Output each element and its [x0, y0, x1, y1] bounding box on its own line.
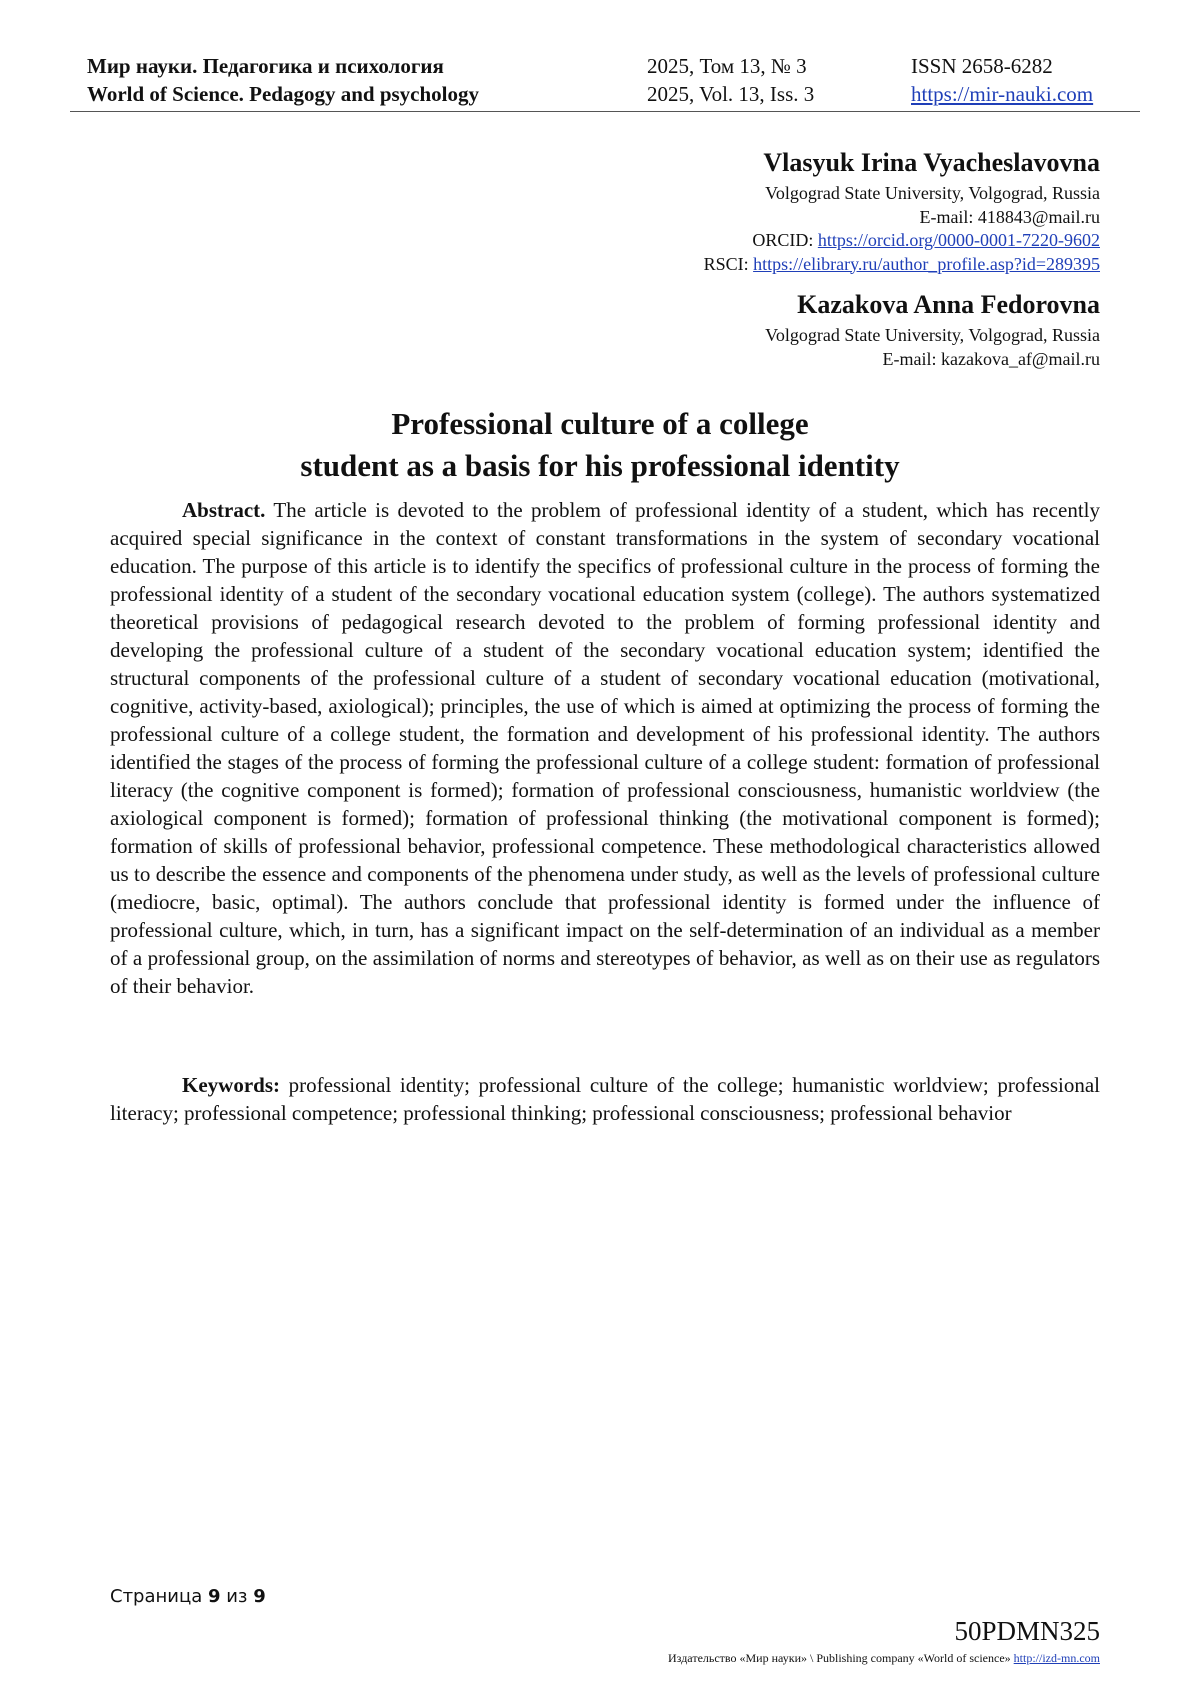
header-divider	[70, 111, 1140, 112]
article-code: 50PDMN325	[954, 1616, 1100, 1646]
journal-name-ru: Мир науки. Педагогика и психология	[87, 54, 444, 78]
journal-website-link[interactable]: https://mir-nauki.com	[911, 82, 1094, 106]
keywords-label: Keywords:	[182, 1073, 280, 1097]
title-line-2: student as a basis for his professional identity	[300, 448, 900, 483]
page-number	[110, 1586, 266, 1607]
page-total: 9	[253, 1586, 266, 1607]
abstract-label: Abstract.	[182, 498, 266, 522]
author-rsci	[704, 253, 1100, 277]
author-2	[704, 288, 1100, 371]
abstract-text: The article is devoted to the problem of professional identity of a student, which has recently acquired special significance in the context of constant transformations in the system of secondary vocational education. The purpose of this article is to identify the specifics of professional culture in the process of forming the professional identity of a student of the secondary vocational education system (college). The authors systematized theoretical provisions of pedagogical research devoted to the problem of forming professional identity and developing the professional culture of a student of the secondary vocational education system; identified the structural components of the professional culture of a student of secondary vocational education (motivational, cognitive, activity-based, axiological); principles, the use of which is aimed at optimizing the process of forming the professional culture of a college student, the formation and development of his professional identity. The authors identified the stages of the process of forming the professional culture of a college student: formation of professional literacy (the cognitive component is formed); formation of professional consciousness, humanistic worldview (the axiological component is formed); formation of professional thinking (the motivational component is formed); formation of skills of professional behavior, professional competence. These methodological characteristics allowed us to describe the essence and components of the phenomena under study, as well as the levels of professional culture (mediocre, basic, optimal). The authors conclude that professional identity is formed under the influence of professional culture, which, in turn, has a significant impact on the self-determination of an individual as a member of a professional group, on the assimilation of norms and stereotypes of behavior, as well as on their use as regulators of their behavior.	[110, 498, 1100, 998]
author-orcid	[704, 229, 1100, 253]
author-name: Vlasyuk Irina Vyacheslavovna	[763, 148, 1100, 177]
article-title	[100, 403, 1100, 487]
page-current: 9	[207, 1586, 221, 1607]
author-email: E-mail: 418843@mail.ru	[919, 206, 1100, 227]
publisher-text: Издательство «Мир науки» \ Publishing company «World of science»	[668, 1651, 1014, 1665]
author-1	[704, 146, 1100, 276]
page-middle: из	[220, 1586, 254, 1607]
issue-info-en: 2025, Vol. 13, Iss. 3	[647, 82, 815, 106]
keywords-text: professional identity; professional culture of the college; humanistic worldview; professional literacy; professional competence; professional thinking; professional consciousness; professional behavior	[110, 1073, 1100, 1125]
page-prefix: Страница	[110, 1586, 208, 1607]
orcid-link[interactable]: https://orcid.org/0000-0001-7220-9602	[817, 230, 1100, 250]
rsci-label: RSCI:	[703, 253, 754, 274]
publisher-link[interactable]: http://izd-mn.com	[1013, 1651, 1100, 1665]
keywords	[110, 1071, 1100, 1127]
author-affiliation: Volgograd State University, Volgograd, Russia	[765, 183, 1100, 203]
issue-info-ru: 2025, Том 13, № 3	[647, 54, 807, 78]
rsci-link[interactable]: https://elibrary.ru/author_profile.asp?id=289395	[753, 253, 1100, 274]
publisher-line	[668, 1651, 1100, 1666]
issn: ISSN 2658-6282	[911, 54, 1053, 78]
author-name: Kazakova Anna Fedorovna	[797, 290, 1100, 319]
orcid-label: ORCID:	[752, 230, 818, 250]
journal-header	[87, 52, 1140, 108]
author-email: E-mail: kazakova_af@mail.ru	[882, 348, 1100, 369]
journal-name-en: World of Science. Pedagogy and psychology	[87, 82, 480, 106]
title-line-1: Professional culture of a college	[391, 406, 809, 441]
abstract	[110, 496, 1100, 1000]
authors-section	[704, 146, 1100, 383]
author-affiliation: Volgograd State University, Volgograd, Russia	[765, 325, 1100, 345]
